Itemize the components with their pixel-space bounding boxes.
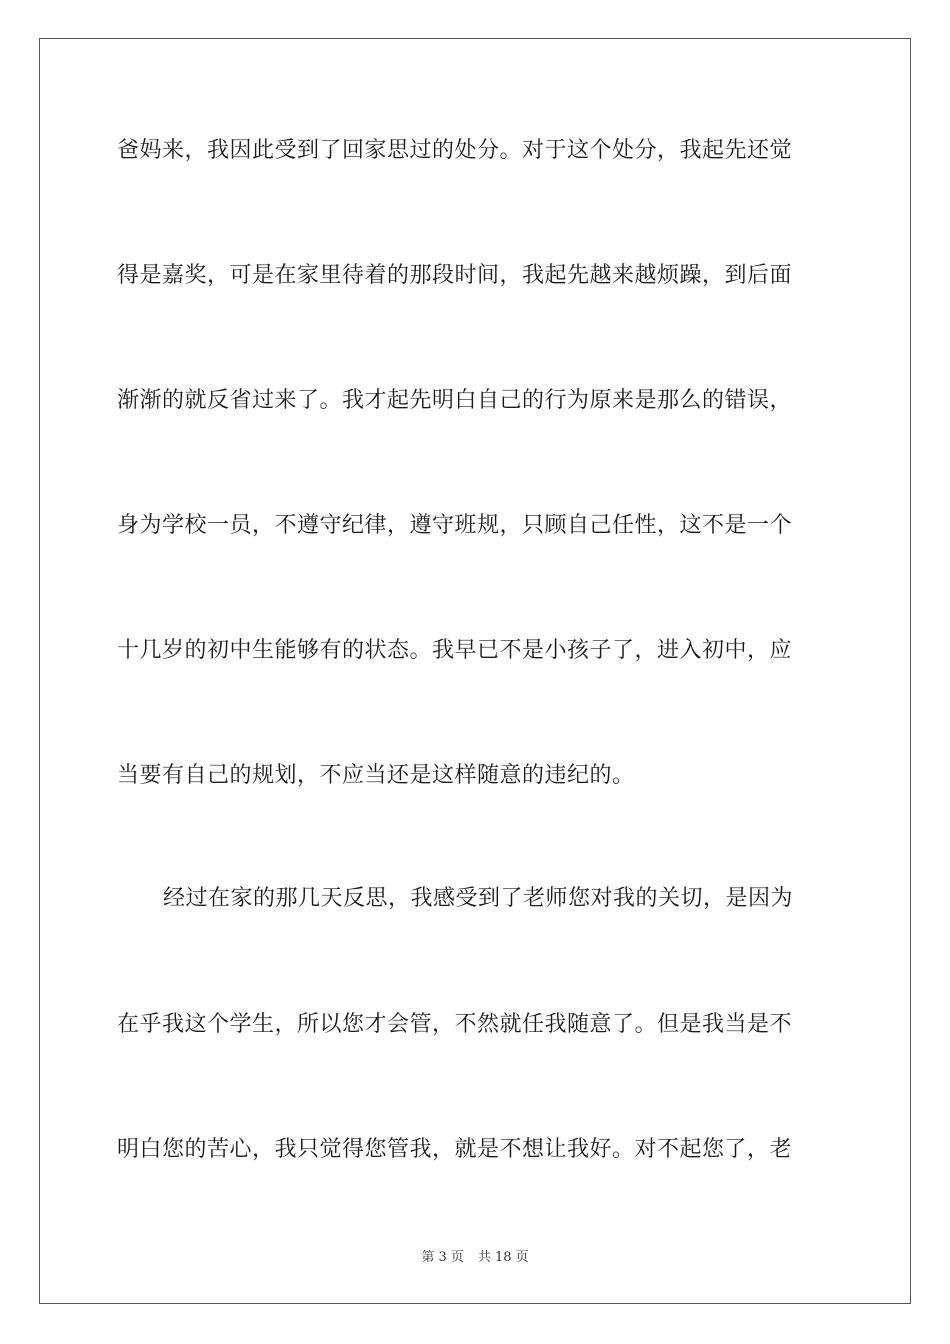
paragraph-start-line: 经过在家的那几天反思，我感受到了老师您对我的关切，是因为 [163, 886, 794, 911]
page-footer [0, 1246, 950, 1265]
text-line: 十几岁的初中生能够有的状态。我早已不是小孩子了，进入初中，应 [117, 638, 793, 663]
page-border [39, 38, 911, 1304]
text-line: 在乎我这个学生，所以您才会管，不然就任我随意了。但是我当是不 [117, 1012, 793, 1037]
text-line: 当要有自己的规划，不应当还是这样随意的违纪的。 [117, 763, 635, 788]
text-line: 明白您的苦心，我只觉得您管我，就是不想让我好。对不起您了，老 [117, 1137, 793, 1162]
text-line: 得是嘉奖，可是在家里待着的那段时间，我起先越来越烦躁，到后面 [117, 263, 793, 288]
text-line: 身为学校一员，不遵守纪律，遵守班规，只顾自己任性，这不是一个 [117, 513, 793, 538]
page-total: 共 18 页 [477, 1250, 529, 1265]
page-number: 第 3 页 [421, 1250, 464, 1265]
text-line: 渐渐的就反省过来了。我才起先明白自己的行为原来是那么的错误， [117, 388, 793, 413]
text-line: 爸妈来，我因此受到了回家思过的处分。对于这个处分，我起先还觉 [117, 138, 793, 163]
